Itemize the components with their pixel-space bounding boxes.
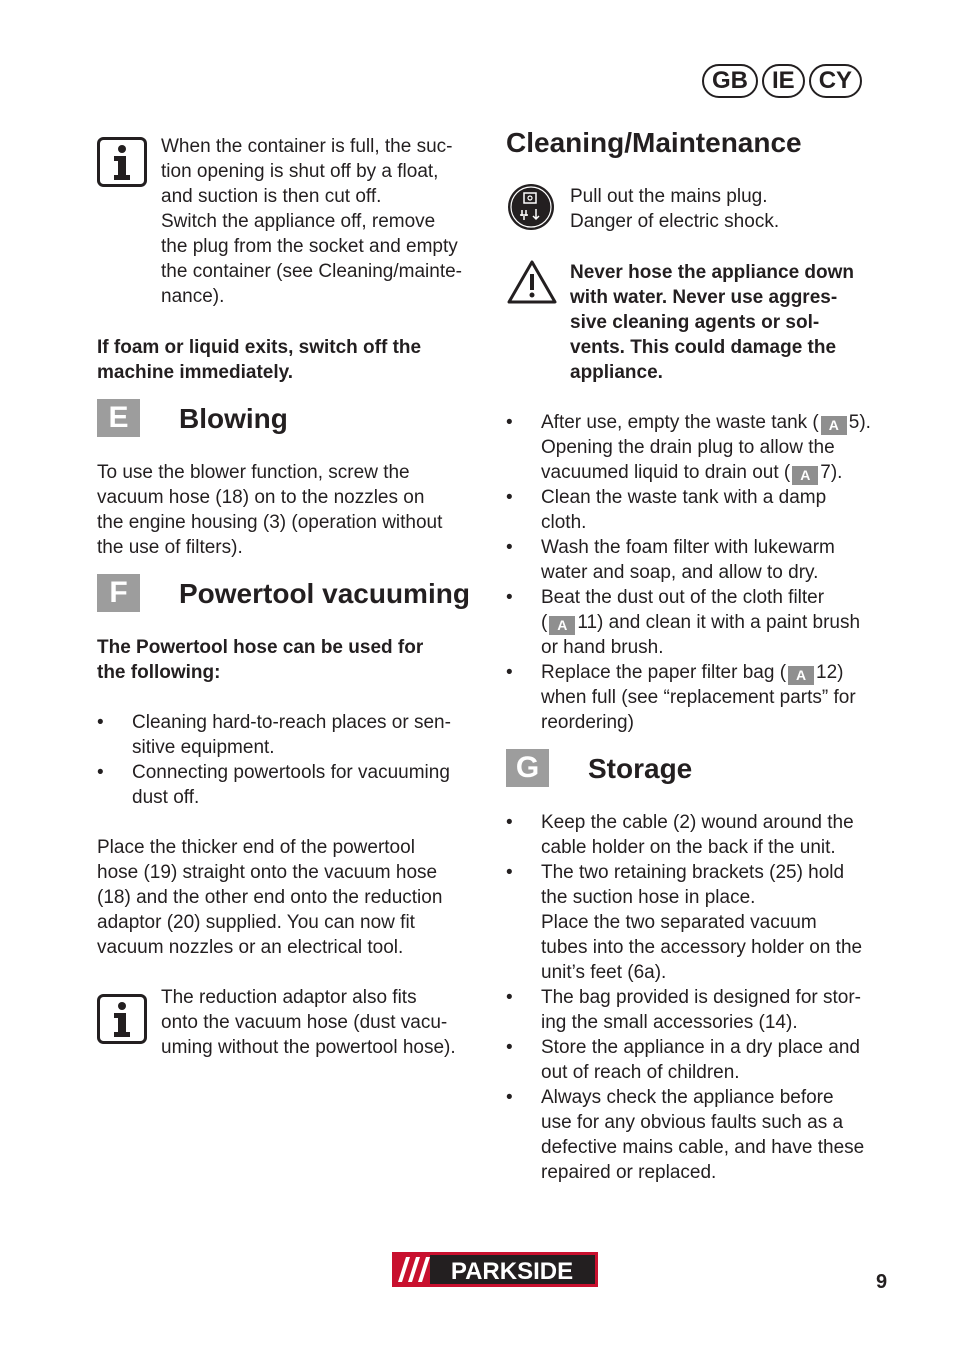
text-line: or hand brush. (541, 637, 664, 658)
text-line: Keep the cable (2) wound around the (541, 812, 854, 833)
text-line: machine immediately. (97, 362, 294, 383)
text-line: uming without the powertool hose). (161, 1037, 456, 1058)
list-item (506, 585, 906, 660)
text-line: the following: (97, 662, 221, 683)
text-line: the suction hose in place. (541, 887, 756, 908)
info-note-container-full (161, 134, 491, 309)
cleaning-steps-list (506, 410, 906, 735)
info-icon (97, 994, 147, 1044)
text-line: Pull out the mains plug. (570, 186, 768, 207)
text-line: Never hose the appliance down (570, 262, 855, 283)
bullet-icon: • (506, 587, 513, 608)
text-fragment: vacuumed liquid to drain out ( (541, 462, 791, 483)
figure-ref-badge: A (788, 666, 814, 685)
bullet-icon: • (506, 862, 513, 883)
text-line: The reduction adaptor also fits (161, 987, 417, 1008)
text-line: Always check the appliance before (541, 1087, 834, 1108)
text-line: The Powertool hose can be used for (97, 637, 424, 658)
text-line: Store the appliance in a dry place and (541, 1037, 860, 1058)
powertool-body (97, 835, 487, 960)
text-line: reordering) (541, 712, 634, 733)
text-line: appliance. (570, 362, 663, 383)
figure-ref-badge: A (549, 616, 575, 635)
text-fragment: Replace the paper filter bag ( (541, 662, 787, 683)
list-item (506, 985, 906, 1035)
text-line: Place the two separated vacuum (541, 912, 817, 933)
language-badge-gb: GB (702, 64, 758, 98)
foam-warning (97, 335, 487, 385)
text-line: dust off. (132, 787, 200, 808)
list-item (506, 410, 906, 485)
text-line: repaired or replaced. (541, 1162, 717, 1183)
text-line: the container (see Cleaning/mainte- (161, 261, 463, 282)
list-item (506, 810, 906, 860)
parkside-logo (392, 1252, 598, 1287)
language-badge-ie: IE (762, 64, 805, 98)
text-line: If foam or liquid exits, switch off the (97, 337, 422, 358)
text-fragment: 11) and clean it with a paint brush (577, 612, 861, 633)
text-fragment: ( (541, 612, 548, 633)
bullet-icon: • (506, 662, 513, 683)
text-line: The bag provided is designed for stor- (541, 987, 862, 1008)
storage-list (506, 810, 906, 1185)
text-line: Opening the drain plug to allow the (541, 437, 835, 458)
language-badges (702, 64, 862, 98)
list-item (506, 1085, 906, 1185)
text-line: ing the small accessories (14). (541, 1012, 798, 1033)
text-fragment: 5). (848, 412, 871, 433)
warning-icon (506, 259, 558, 305)
text-fragment: After use, empty the waste tank ( (541, 412, 819, 433)
text-line: The two retaining brackets (25) hold (541, 862, 845, 883)
text-line: vacuum hose (18) on to the nozzles on (97, 487, 425, 508)
text-line: (18) and the other end onto the reduction (97, 887, 443, 908)
text-fragment: 12) (816, 662, 844, 683)
text-line (541, 460, 906, 485)
bullet-icon: • (506, 812, 513, 833)
text-fragment: 7). (820, 462, 843, 483)
section-title-cleaning-maintenance: Cleaning/Maintenance (506, 127, 802, 158)
bullet-icon: • (506, 1037, 513, 1058)
text-line: the engine housing (3) (operation without (97, 512, 443, 533)
text-line: When the container is full, the suc- (161, 136, 453, 157)
text-line: with water. Never use aggres- (570, 287, 838, 308)
brand-wordmark: PARKSIDE (450, 1258, 574, 1285)
text-line: cloth. (541, 512, 587, 533)
powertool-intro (97, 635, 487, 685)
text-line: vacuum nozzles or an electrical tool. (97, 937, 404, 958)
text-line (541, 410, 906, 435)
bullet-icon: • (97, 712, 104, 733)
bullet-icon: • (506, 487, 513, 508)
text-line: Clean the waste tank with a damp (541, 487, 827, 508)
page-number: 9 (876, 1271, 888, 1293)
list-item (506, 535, 906, 585)
mains-plug-note (570, 184, 900, 234)
text-line: unit’s feet (6a). (541, 962, 667, 983)
language-badge-cy: CY (809, 64, 862, 98)
mains-plug-icon (507, 183, 555, 231)
text-line: Wash the foam filter with lukewarm (541, 537, 835, 558)
list-item (506, 1035, 906, 1085)
bullet-icon: • (97, 762, 104, 783)
text-line: tubes into the accessory holder on the (541, 937, 863, 958)
text-line: water and soap, and allow to dry. (541, 562, 819, 583)
powertool-uses-list (97, 710, 487, 810)
text-line (541, 610, 906, 635)
list-item (506, 485, 906, 535)
text-line: Switch the appliance off, remove (161, 211, 436, 232)
list-item (97, 760, 487, 810)
section-letter-e: E (97, 399, 140, 437)
text-line: vents. This could damage the (570, 337, 837, 358)
info-note-reduction-adaptor (161, 985, 491, 1060)
text-line: Danger of electric shock. (570, 211, 780, 232)
text-line: hose (19) straight onto the vacuum hose (97, 862, 438, 883)
text-line: tion opening is shut off by a float, (161, 161, 439, 182)
bullet-icon: • (506, 412, 513, 433)
bullet-icon: • (506, 537, 513, 558)
text-line: the plug from the socket and empty (161, 236, 458, 257)
text-line: onto the vacuum hose (dust vacu- (161, 1012, 448, 1033)
text-line: Connecting powertools for vacuuming (132, 762, 450, 783)
text-line: cable holder on the back if the unit. (541, 837, 836, 858)
info-icon (97, 137, 147, 187)
section-letter-g: G (506, 749, 549, 787)
text-line: use for any obvious faults such as a (541, 1112, 844, 1133)
list-item (97, 710, 487, 760)
list-item (506, 860, 906, 985)
section-title-powertool-vacuuming: Powertool vacuuming (179, 578, 470, 609)
text-line: defective mains cable, and have these (541, 1137, 865, 1158)
text-line: To use the blower function, screw the (97, 462, 410, 483)
section-title-blowing: Blowing (179, 403, 288, 434)
text-line: the use of filters). (97, 537, 243, 558)
text-line: adaptor (20) supplied. You can now fit (97, 912, 415, 933)
bullet-icon: • (506, 987, 513, 1008)
text-line: out of reach of children. (541, 1062, 740, 1083)
text-line: sive cleaning agents or sol- (570, 312, 820, 333)
text-line: sitive equipment. (132, 737, 275, 758)
text-line: Beat the dust out of the cloth filter (541, 587, 825, 608)
text-line: and suction is then cut off. (161, 186, 382, 207)
text-line: Place the thicker end of the powertool (97, 837, 415, 858)
hose-warning (570, 260, 900, 385)
section-title-storage: Storage (588, 753, 693, 784)
figure-ref-badge: A (792, 466, 818, 485)
section-letter-f: F (97, 574, 140, 612)
bullet-icon: • (506, 1087, 513, 1108)
text-line: nance). (161, 286, 225, 307)
text-line: Cleaning hard-to-reach places or sen- (132, 712, 451, 733)
figure-ref-badge: A (821, 416, 847, 435)
text-line: when full (see “replacement parts” for (541, 687, 856, 708)
blowing-body (97, 460, 487, 560)
text-line (541, 660, 906, 685)
list-item (506, 660, 906, 735)
